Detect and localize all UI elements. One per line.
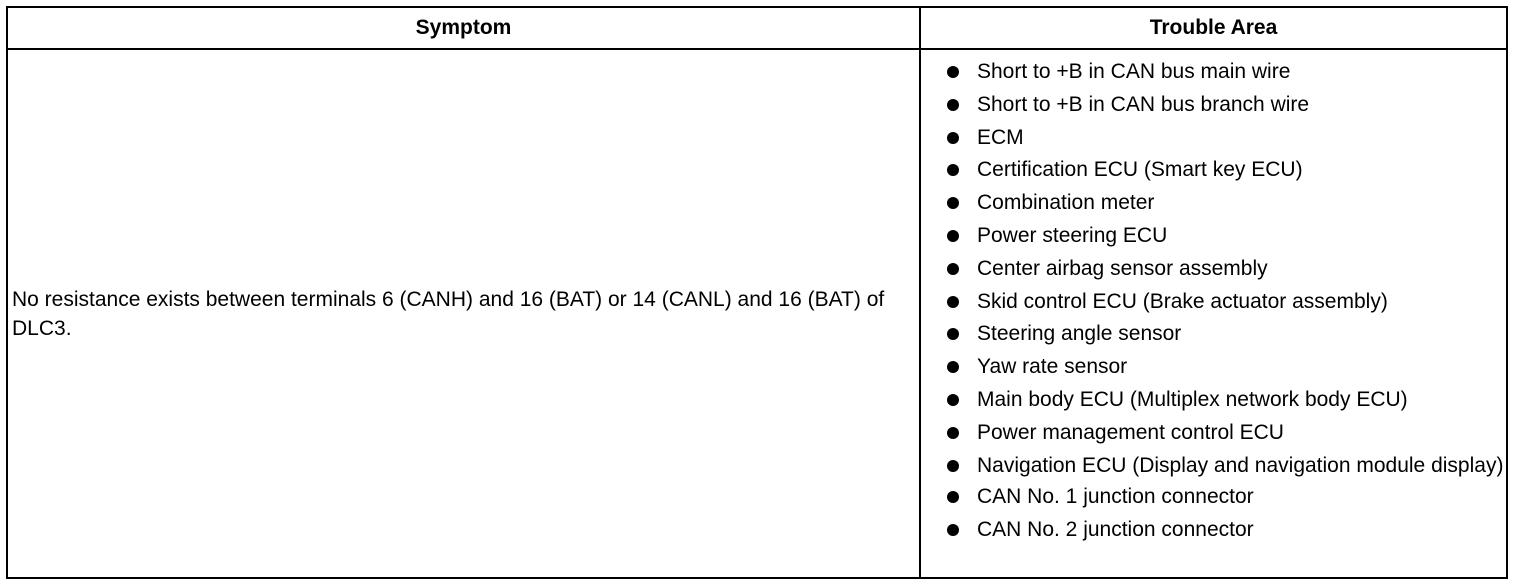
list-item [947, 287, 1506, 317]
trouble-area-text: Navigation ECU (Display and navigation module display) [977, 453, 1504, 477]
list-item [947, 90, 1506, 120]
symptom-cell: No resistance exists between terminals 6 (CANH) and 16 (BAT) or 14 (CANL) and 16 (BAT) of DLC3. [7, 49, 920, 578]
bullet-icon [947, 197, 959, 209]
bullet-icon [947, 296, 959, 308]
trouble-area-text: Short to +B in CAN bus branch wire [977, 92, 1310, 116]
list-item [947, 123, 1506, 153]
trouble-area-text: CAN No. 1 junction connector [977, 485, 1254, 509]
bullet-icon [947, 132, 959, 144]
trouble-area-list [947, 57, 1506, 545]
trouble-area-text: CAN No. 2 junction connector [977, 518, 1254, 542]
list-item [947, 155, 1506, 185]
header-row [7, 7, 1507, 49]
list-item [947, 352, 1506, 382]
trouble-area-cell [920, 49, 1507, 578]
trouble-area-text: ECM [977, 125, 1024, 149]
trouble-area-text: Combination meter [977, 191, 1155, 215]
trouble-area-text: Steering angle sensor [977, 322, 1182, 346]
list-item [947, 254, 1506, 284]
bullet-icon [947, 394, 959, 406]
trouble-area-text: Short to +B in CAN bus main wire [977, 60, 1291, 83]
table-row [7, 49, 1507, 578]
list-item [947, 482, 1506, 512]
list-item [947, 319, 1506, 349]
symptom-header: Symptom [7, 7, 920, 49]
trouble-area-text: Center airbag sensor assembly [977, 256, 1268, 280]
list-item [947, 418, 1506, 448]
trouble-area-text: Power steering ECU [977, 223, 1168, 247]
bullet-icon [947, 99, 959, 111]
bullet-icon [947, 263, 959, 275]
bullet-icon [947, 361, 959, 373]
bullet-icon [947, 460, 959, 472]
trouble-area-text: Certification ECU (Smart key ECU) [977, 158, 1303, 182]
list-item [947, 57, 1506, 87]
list-item [947, 451, 1506, 480]
bullet-icon [947, 230, 959, 242]
trouble-area-header: Trouble Area [920, 7, 1507, 49]
trouble-area-text: Skid control ECU (Brake actuator assembly) [977, 289, 1388, 313]
list-item [947, 188, 1506, 218]
symptom-trouble-table [6, 6, 1508, 579]
list-item [947, 221, 1506, 251]
list-item [947, 515, 1506, 545]
bullet-icon [947, 164, 959, 176]
diagnostic-table-container [6, 6, 1506, 579]
bullet-icon [947, 328, 959, 340]
bullet-icon [947, 427, 959, 439]
bullet-icon [947, 524, 959, 536]
bullet-icon [947, 491, 959, 503]
list-item [947, 385, 1506, 415]
trouble-area-text: Power management control ECU [977, 420, 1284, 444]
trouble-area-text: Yaw rate sensor [977, 355, 1128, 379]
bullet-icon [947, 66, 959, 78]
trouble-area-text: Main body ECU (Multiplex network body ECU) [977, 387, 1408, 411]
